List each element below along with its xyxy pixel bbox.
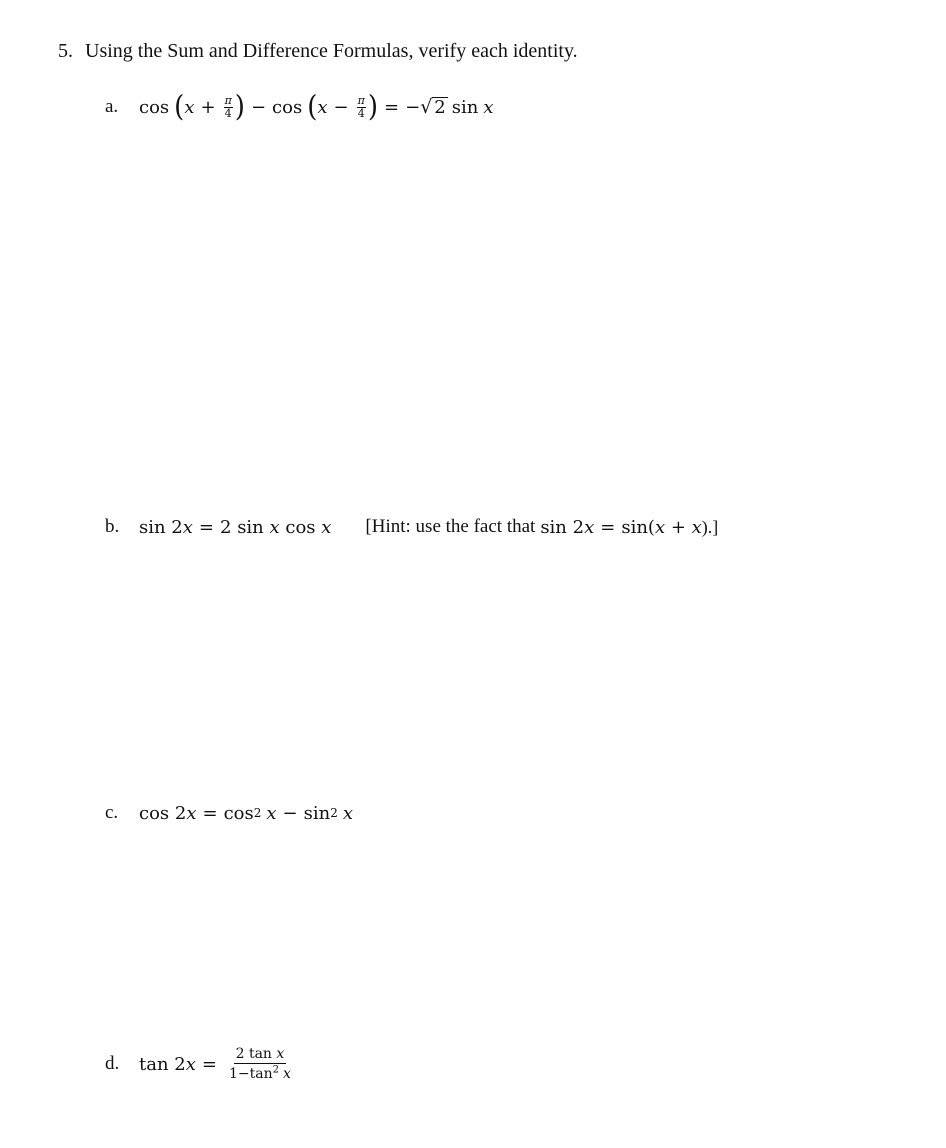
fraction-denominator: 4 [357,106,365,120]
fraction-pi-over-4 [224,95,233,119]
lhs-text: tan 2 [139,1053,186,1075]
item-a [105,90,494,124]
rhs-text: cos [279,516,322,538]
minus-sign: − [333,96,349,118]
fraction-double-angle [227,1046,293,1082]
item-c [105,802,353,824]
lhs-text: cos 2 [139,802,187,824]
hint-text: [Hint: use the fact that [365,516,536,537]
hint-close: ).] [701,516,719,537]
var-x: x [317,96,328,118]
var-x: x [276,1046,285,1062]
question-number: 5. [58,40,73,62]
equals-sign: = [384,96,400,118]
var-x: x [483,96,494,118]
var-x: x [185,1053,196,1075]
fraction-denominator: 4 [224,106,232,120]
hint-equation [540,517,718,538]
hint-lhs: sin 2 [540,516,585,538]
equals-sign: = [202,802,218,824]
hint-rhs: sin( [621,516,655,538]
item-c-equation: cos 2 x = cos 2 x − sin 2 x [139,802,354,824]
var-x: x [283,1066,291,1083]
var-x: x [584,516,595,538]
var-x: x [182,516,193,538]
close-paren: ) [234,90,245,124]
plus-sign: + [200,96,216,118]
exponent: 2 [272,1064,279,1076]
open-paren: ( [174,90,185,124]
open-paren: ( [307,90,318,124]
item-b-equation [139,517,331,538]
item-d-marker: d. [105,1053,120,1075]
negative-sign: − [405,96,421,118]
item-a-equation [139,90,494,124]
item-b-hint [365,516,718,538]
item-c-marker: c. [105,802,119,823]
equals-sign: = [201,1053,217,1075]
var-x: x [266,802,277,824]
var-x: x [691,516,702,538]
lhs-text: sin 2 [139,516,183,538]
radical-sign: √ [420,96,433,118]
radicand: 2 [434,97,446,119]
item-a-marker: a. [105,96,119,117]
var-x: x [186,802,197,824]
item-b [105,516,718,538]
var-x: x [321,516,332,538]
plus-sign: + [665,516,692,538]
cos-text: cos [272,96,303,118]
close-paren: ) [367,90,378,124]
question-header [58,40,578,63]
square-root [420,96,448,118]
numerator-text: 2 tan [235,1046,277,1062]
fraction-numerator: π [224,93,232,107]
sin-text: sin [451,96,479,118]
item-d [105,1046,293,1082]
var-x: x [654,516,666,538]
question-text: Using the Sum and Difference Formulas, verify each identity. [85,40,578,62]
fraction-numerator: π [357,93,365,107]
sin-text: sin [303,802,331,824]
item-b-marker: b. [105,516,120,537]
rhs-text: 2 sin [220,516,270,538]
var-x: x [269,516,280,538]
equals-sign: = [600,516,616,538]
cos-text: cos [223,802,254,824]
minus-sign: − [282,802,298,824]
fraction-denominator [227,1064,293,1082]
fraction-pi-over-4 [357,95,366,119]
cos-text: cos [139,96,170,118]
denominator-text: 1−tan [228,1066,273,1083]
item-d-equation [139,1046,293,1082]
equals-sign: = [198,516,215,538]
var-x: x [184,96,195,118]
minus-sign: − [250,96,267,118]
var-x: x [342,802,354,824]
fraction-numerator [234,1046,287,1064]
